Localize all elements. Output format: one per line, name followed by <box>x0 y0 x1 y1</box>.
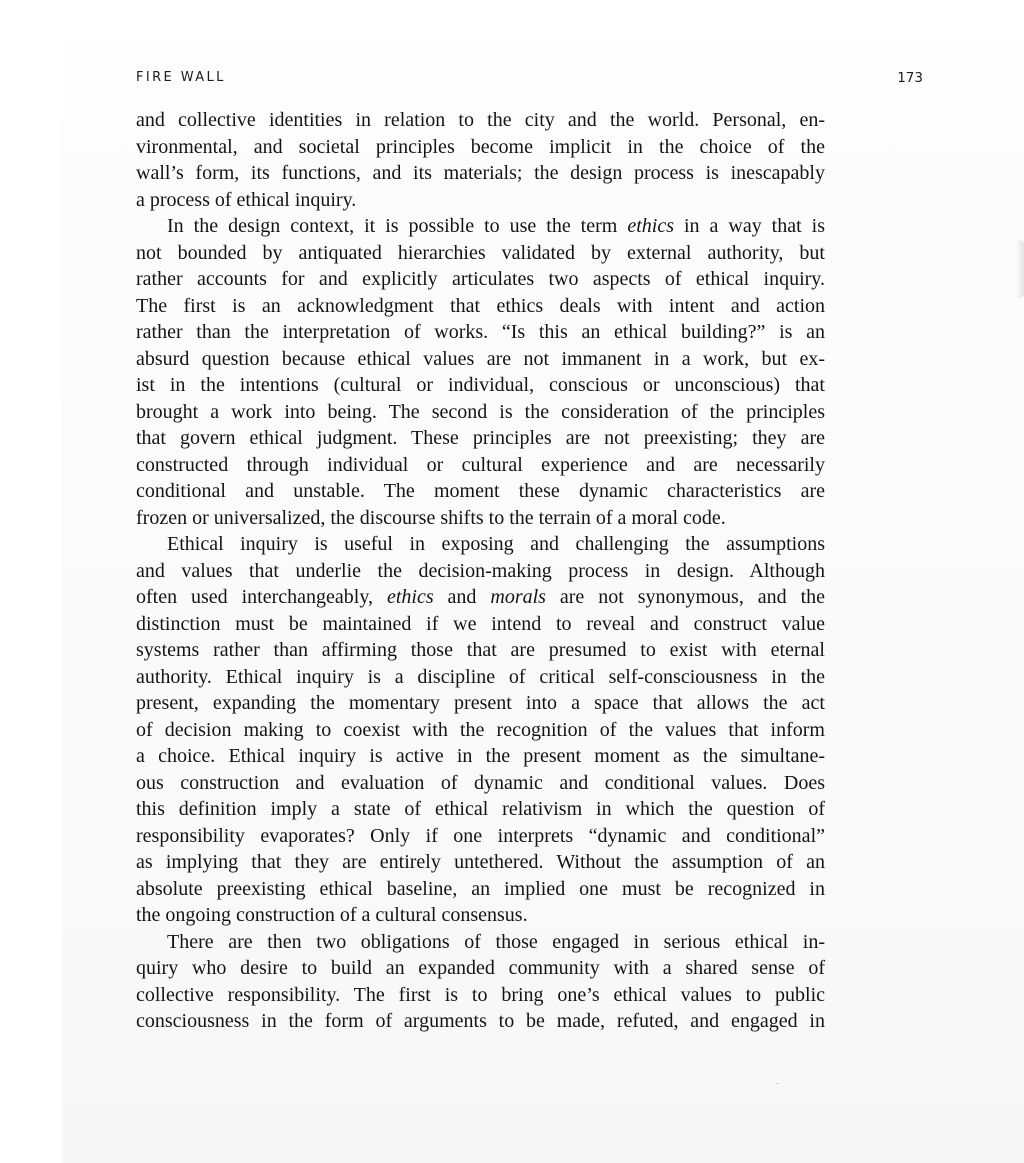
text-line <box>136 955 825 982</box>
text-segment: this definition imply a state of ethical relativism in which the question of <box>136 798 825 820</box>
text-segment: and collective identities in relation to the city and the world. Personal, en- <box>136 109 825 131</box>
text-line <box>136 743 825 770</box>
text-segment: absolute preexisting ethical baseline, an implied one must be recognized in <box>136 877 825 900</box>
italic-term: ethics <box>386 586 434 608</box>
text-line <box>136 611 825 638</box>
text-segment: are not synonymous, and the <box>545 586 826 608</box>
text-segment: and values that underlie the decision-making process in design. Although <box>136 559 825 582</box>
text-segment: collective responsibility. The first is to bring one’s ethical values to public <box>136 983 825 1006</box>
text-line <box>136 690 825 717</box>
text-line <box>136 452 825 479</box>
text-segment: authority. Ethical inquiry is a discipline of critical self-consciousness in the <box>136 665 825 688</box>
text-segment: Ethical inquiry is useful in exposing and challenging the assumptions <box>167 533 825 555</box>
text-segment: absurd question because ethical values are not immanent in a work, but ex- <box>136 347 825 370</box>
text-segment: In the design context, it is possible to use the term <box>167 215 628 237</box>
text-segment: distinction must be maintained if we intend to reveal and construct value <box>136 612 825 635</box>
scan-edge-shadow <box>1016 240 1024 298</box>
text-segment: a process of ethical inquiry. <box>136 188 357 211</box>
text-segment: the ongoing construction of a cultural consensus. <box>136 904 528 926</box>
text-line <box>136 796 825 823</box>
running-head <box>136 70 923 90</box>
text-line <box>136 849 825 876</box>
text-line <box>136 319 825 346</box>
text-segment: systems rather than affirming those that are presumed to exist with eternal <box>136 639 825 661</box>
page-number: 173 <box>897 70 923 86</box>
text-line <box>136 929 825 956</box>
text-line <box>136 372 825 399</box>
text-line <box>136 134 825 161</box>
text-segment: of decision making to coexist with the recognition of the values that inform <box>136 718 825 741</box>
italic-term: ethics <box>627 215 674 237</box>
text-line <box>136 876 825 903</box>
text-segment: ous construction and evaluation of dynamic and conditional values. Does <box>136 771 825 794</box>
italic-term: morals <box>490 586 546 608</box>
running-head-title: FIRE WALL <box>136 70 226 85</box>
text-line <box>136 213 825 240</box>
text-segment: wall’s form, its functions, and its materials; the design process is inescapably <box>136 162 825 184</box>
text-segment: ist in the intentions (cultural or individual, conscious or unconscious) that <box>136 374 825 396</box>
text-line <box>136 531 825 558</box>
text-line <box>136 823 825 850</box>
text-segment: not bounded by antiquated hierarchies validated by external authority, but <box>136 241 825 264</box>
scan-speck <box>776 1083 779 1084</box>
text-line <box>136 902 825 929</box>
text-line <box>136 399 825 426</box>
text-line <box>136 505 825 532</box>
text-line <box>136 982 825 1009</box>
text-line <box>136 107 825 134</box>
text-segment: rather than the interpretation of works. “Is this an ethical building?” is an <box>136 321 825 343</box>
text-line <box>136 425 825 452</box>
text-line <box>136 240 825 267</box>
text-line <box>136 160 825 187</box>
text-segment: rather accounts for and explicitly articulates two aspects of ethical inquiry. <box>136 268 825 290</box>
text-line <box>136 266 825 293</box>
text-segment: constructed through individual or cultural experience and are necessarily <box>136 453 825 476</box>
text-line <box>136 558 825 585</box>
text-segment: There are then two obligations of those engaged in serious ethical in- <box>167 930 825 953</box>
text-segment: consciousness in the form of arguments to be made, refuted, and engaged in <box>136 1010 825 1032</box>
text-line <box>136 664 825 691</box>
text-line <box>136 478 825 505</box>
text-line <box>136 770 825 797</box>
text-line <box>136 717 825 744</box>
text-segment: frozen or universalized, the discourse shifts to the terrain of a moral code. <box>136 506 726 529</box>
text-line <box>136 1008 825 1035</box>
text-segment: often used interchangeably, <box>136 586 387 608</box>
text-segment: in a way that is <box>673 215 825 237</box>
text-segment: conditional and unstable. The moment these dynamic characteristics are <box>136 480 825 502</box>
text-line <box>136 293 825 320</box>
text-line <box>136 637 825 664</box>
body-text <box>136 107 825 1035</box>
text-segment: that govern ethical judgment. These principles are not preexisting; they are <box>136 427 825 449</box>
text-segment: quiry who desire to build an expanded community with a shared sense of <box>136 957 825 979</box>
text-segment: present, expanding the momentary present into a space that allows the act <box>136 692 825 714</box>
text-line <box>136 346 825 373</box>
text-line <box>136 187 825 214</box>
text-segment: responsibility evaporates? Only if one interprets “dynamic and conditional” <box>136 824 825 847</box>
text-segment: a choice. Ethical inquiry is active in the present moment as the simultane- <box>136 745 825 767</box>
text-line <box>136 584 825 611</box>
text-segment: brought a work into being. The second is the consideration of the principles <box>136 400 825 423</box>
text-segment: vironmental, and societal principles become implicit in the choice of the <box>136 135 825 158</box>
text-segment: and <box>433 586 491 608</box>
text-segment: The first is an acknowledgment that ethics deals with intent and action <box>136 294 825 317</box>
text-segment: as implying that they are entirely untethered. Without the assumption of an <box>136 851 825 873</box>
